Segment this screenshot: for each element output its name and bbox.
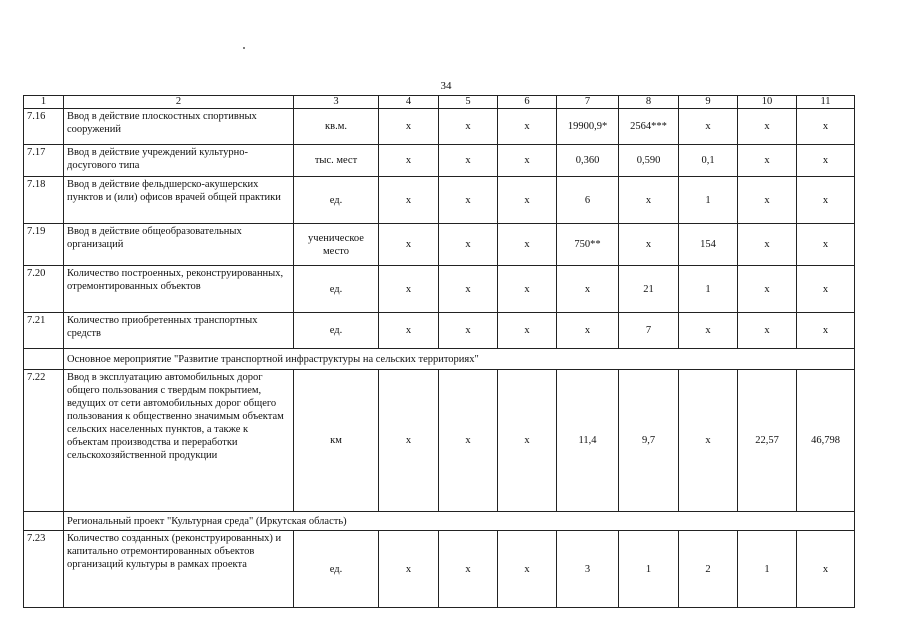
value-cell-7: 0,360 xyxy=(557,145,619,177)
value-cell-8: 2564*** xyxy=(619,109,679,145)
value-cell-6: х xyxy=(498,266,557,313)
row-number: 7.23 xyxy=(24,531,64,608)
value-cell-10: х xyxy=(738,313,797,349)
value-cell-7: х xyxy=(557,313,619,349)
value-cell-10: х xyxy=(738,266,797,313)
indicator-name: Ввод в эксплуатацию автомобильных дорог общего пользования с твердым покрытием, ведущих от сети автомобильных дорог общего пользования к общественно значимым объектам сельских населенных пунктов, а также к объектам производства и переработки сельскохозяйственной продукции xyxy=(64,370,294,512)
header-cell-3: 3 xyxy=(294,96,379,109)
value-cell-5: х xyxy=(439,224,498,266)
indicator-name: Количество приобретенных транспортных средств xyxy=(64,313,294,349)
value-cell-5: х xyxy=(439,145,498,177)
header-cell-8: 8 xyxy=(619,96,679,109)
value-cell-8: 0,590 xyxy=(619,145,679,177)
value-cell-4: х xyxy=(379,370,439,512)
row-number: 7.22 xyxy=(24,370,64,512)
value-cell-8: 9,7 xyxy=(619,370,679,512)
value-cell-11: х xyxy=(797,109,855,145)
header-cell-6: 6 xyxy=(498,96,557,109)
row-number: 7.16 xyxy=(24,109,64,145)
value-cell-9: 2 xyxy=(679,531,738,608)
value-cell-6: х xyxy=(498,145,557,177)
section-title: Основное мероприятие "Развитие транспортной инфраструктуры на сельских территориях" xyxy=(64,349,855,370)
value-cell-8: 1 xyxy=(619,531,679,608)
value-cell-11: х xyxy=(797,224,855,266)
unit-cell: ученическое место xyxy=(294,224,379,266)
table-row xyxy=(24,531,855,608)
value-cell-4: х xyxy=(379,313,439,349)
row-number: 7.17 xyxy=(24,145,64,177)
unit-cell: ед. xyxy=(294,531,379,608)
indicator-name: Ввод в действие фельдшерско-акушерских пунктов и (или) офисов врачей общей практики xyxy=(64,177,294,224)
value-cell-4: х xyxy=(379,266,439,313)
value-cell-11: х xyxy=(797,313,855,349)
value-cell-10: х xyxy=(738,109,797,145)
table-row xyxy=(24,177,855,224)
value-cell-5: х xyxy=(439,177,498,224)
value-cell-8: 7 xyxy=(619,313,679,349)
value-cell-9: х xyxy=(679,109,738,145)
value-cell-11: х xyxy=(797,145,855,177)
unit-cell: ед. xyxy=(294,313,379,349)
row-number: 7.18 xyxy=(24,177,64,224)
value-cell-5: х xyxy=(439,109,498,145)
value-cell-10: х xyxy=(738,145,797,177)
value-cell-10: 22,57 xyxy=(738,370,797,512)
row-number: 7.21 xyxy=(24,313,64,349)
header-cell-11: 11 xyxy=(797,96,855,109)
page-number: 34 xyxy=(440,80,452,92)
indicator-name: Ввод в действие плоскостных спортивных сооружений xyxy=(64,109,294,145)
scan-speck xyxy=(243,47,245,49)
unit-cell: ед. xyxy=(294,266,379,313)
value-cell-10: х xyxy=(738,224,797,266)
header-cell-5: 5 xyxy=(439,96,498,109)
section-row xyxy=(24,349,855,370)
header-cell-10: 10 xyxy=(738,96,797,109)
value-cell-8: х xyxy=(619,224,679,266)
header-cell-9: 9 xyxy=(679,96,738,109)
value-cell-9: х xyxy=(679,313,738,349)
value-cell-7: 3 xyxy=(557,531,619,608)
table-row xyxy=(24,145,855,177)
section-row xyxy=(24,512,855,531)
value-cell-6: х xyxy=(498,224,557,266)
value-cell-11: х xyxy=(797,531,855,608)
indicators-table xyxy=(23,95,855,608)
indicator-name: Ввод в действие общеобразовательных организаций xyxy=(64,224,294,266)
value-cell-10: 1 xyxy=(738,531,797,608)
indicator-name: Количество построенных, реконструированных, отремонтированных объектов xyxy=(64,266,294,313)
value-cell-6: х xyxy=(498,177,557,224)
value-cell-4: х xyxy=(379,531,439,608)
indicator-name: Ввод в действие учреждений культурно-досугового типа xyxy=(64,145,294,177)
value-cell-9: 1 xyxy=(679,266,738,313)
value-cell-5: х xyxy=(439,266,498,313)
row-number: 7.20 xyxy=(24,266,64,313)
value-cell-7: х xyxy=(557,266,619,313)
unit-cell: кв.м. xyxy=(294,109,379,145)
unit-cell: ед. xyxy=(294,177,379,224)
table-row xyxy=(24,313,855,349)
section-number-cell xyxy=(24,349,64,370)
value-cell-6: х xyxy=(498,109,557,145)
value-cell-6: х xyxy=(498,531,557,608)
value-cell-11: 46,798 xyxy=(797,370,855,512)
value-cell-9: 154 xyxy=(679,224,738,266)
table-row xyxy=(24,266,855,313)
header-row xyxy=(24,96,855,109)
value-cell-7: 6 xyxy=(557,177,619,224)
value-cell-4: х xyxy=(379,145,439,177)
table-row xyxy=(24,109,855,145)
unit-cell: км xyxy=(294,370,379,512)
section-number-cell xyxy=(24,512,64,531)
table-row xyxy=(24,370,855,512)
value-cell-4: х xyxy=(379,224,439,266)
value-cell-5: х xyxy=(439,313,498,349)
value-cell-6: х xyxy=(498,313,557,349)
value-cell-8: х xyxy=(619,177,679,224)
unit-cell: тыс. мест xyxy=(294,145,379,177)
header-cell-4: 4 xyxy=(379,96,439,109)
value-cell-9: х xyxy=(679,370,738,512)
header-cell-7: 7 xyxy=(557,96,619,109)
value-cell-9: 0,1 xyxy=(679,145,738,177)
value-cell-11: х xyxy=(797,177,855,224)
indicator-name: Количество созданных (реконструированных) и капитально отремонтированных объектов организаций культуры в рамках проекта xyxy=(64,531,294,608)
value-cell-4: х xyxy=(379,109,439,145)
value-cell-5: х xyxy=(439,531,498,608)
value-cell-10: х xyxy=(738,177,797,224)
value-cell-9: 1 xyxy=(679,177,738,224)
value-cell-7: 11,4 xyxy=(557,370,619,512)
header-cell-2: 2 xyxy=(64,96,294,109)
header-cell-1: 1 xyxy=(24,96,64,109)
value-cell-7: 19900,9* xyxy=(557,109,619,145)
value-cell-6: х xyxy=(498,370,557,512)
value-cell-4: х xyxy=(379,177,439,224)
value-cell-5: х xyxy=(439,370,498,512)
section-title: Региональный проект "Культурная среда" (Иркутская область) xyxy=(64,512,855,531)
table-row xyxy=(24,224,855,266)
value-cell-7: 750** xyxy=(557,224,619,266)
row-number: 7.19 xyxy=(24,224,64,266)
value-cell-11: х xyxy=(797,266,855,313)
value-cell-8: 21 xyxy=(619,266,679,313)
